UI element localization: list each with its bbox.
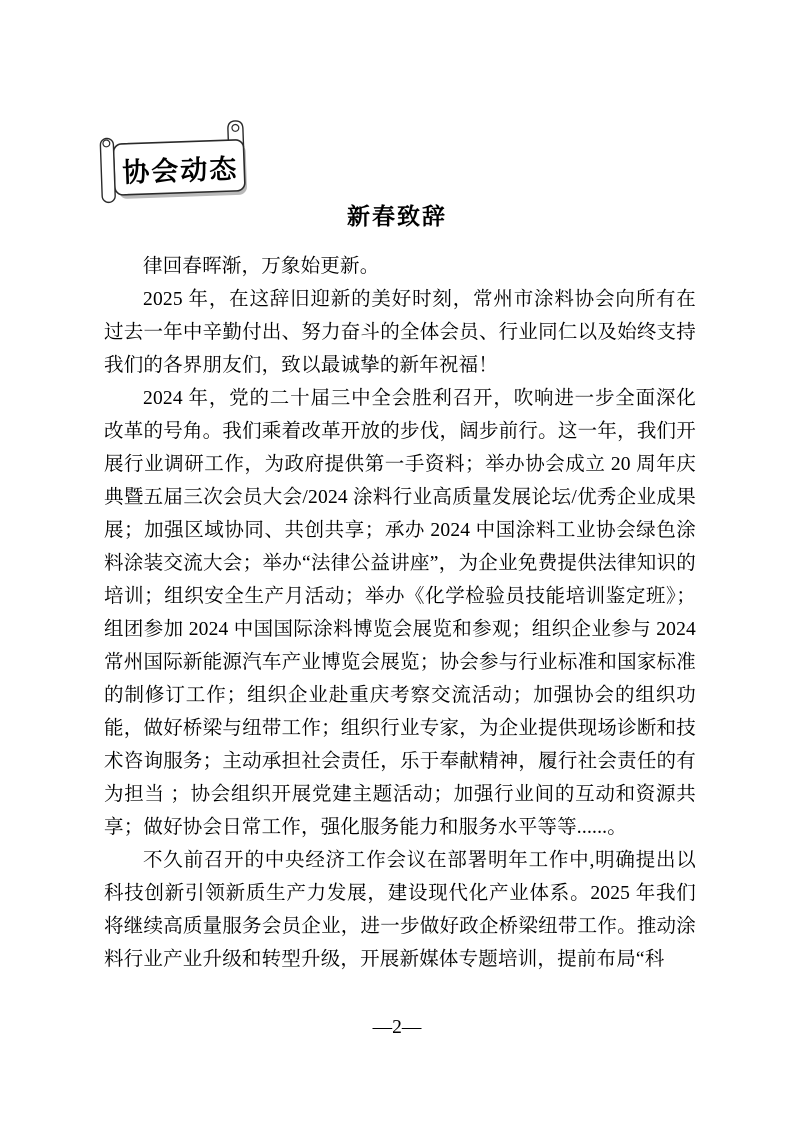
page-number: —2— [372, 1017, 422, 1038]
paragraph: 不久前召开的中央经济工作会议在部署明年工作中,明确提出以科技创新引领新质生产力发展，建设现代化产业体系。2025 年我们将继续高质量服务会员企业，进一步做好政企桥梁纽带工作。推动涂料行业产业升级和转型升级，开展新媒体专题培训，提前布局“科 [104, 850, 696, 970]
article-title: 新春致辞 [347, 204, 447, 229]
section-banner [96, 115, 257, 206]
article-body [104, 250, 696, 976]
banner-label: 协会动态 [121, 153, 239, 188]
paragraph: 2025 年，在这辞旧迎新的美好时刻，常州市涂料协会向所有在过去一年中辛勤付出、努力奋斗的全体会员、行业同仁以及始终支持我们的各界朋友们，致以最诚挚的新年祝福！ [104, 289, 696, 376]
paragraph: 律回春晖渐，万象始更新。 [143, 256, 380, 277]
paragraph: 2024 年，党的二十届三中全会胜利召开，吹响进一步全面深化改革的号角。我们乘着改革开放的步伐，阔步前行。这一年，我们开展行业调研工作，为政府提供第一手资料；举办协会成立 20 周年庆典暨五届三次会员大会/2024 涂料行业高质量发展论坛/优秀企业成果展；加强区域协同、共创共享；承办 2024 中国涂料工业协会绿色涂料涂装交流大会；举办“法律公益讲座”，为企业免费提供法律知识的培训；组织安全生产月活动；举办《化学检验员技能培训鉴定班》；组团参加 2024 中国国际涂料博览会展览和参观；组织企业参与 2024 常州国际新能源汽车产业博览会展览；协会参与行业标准和国家标准的制修订工作；组织企业赴重庆考察交流活动；加强协会的组织功能，做好桥梁与纽带工作；组织行业专家，为企业提供现场诊断和技术咨询服务；主动承担社会责任，乐于奉献精神，履行社会责任的有为担当 ；协会组织开展党建主题活动；加强行业间的互动和资源共享；做好协会日常工作，强化服务能力和服务水平等等......。 [104, 388, 696, 838]
